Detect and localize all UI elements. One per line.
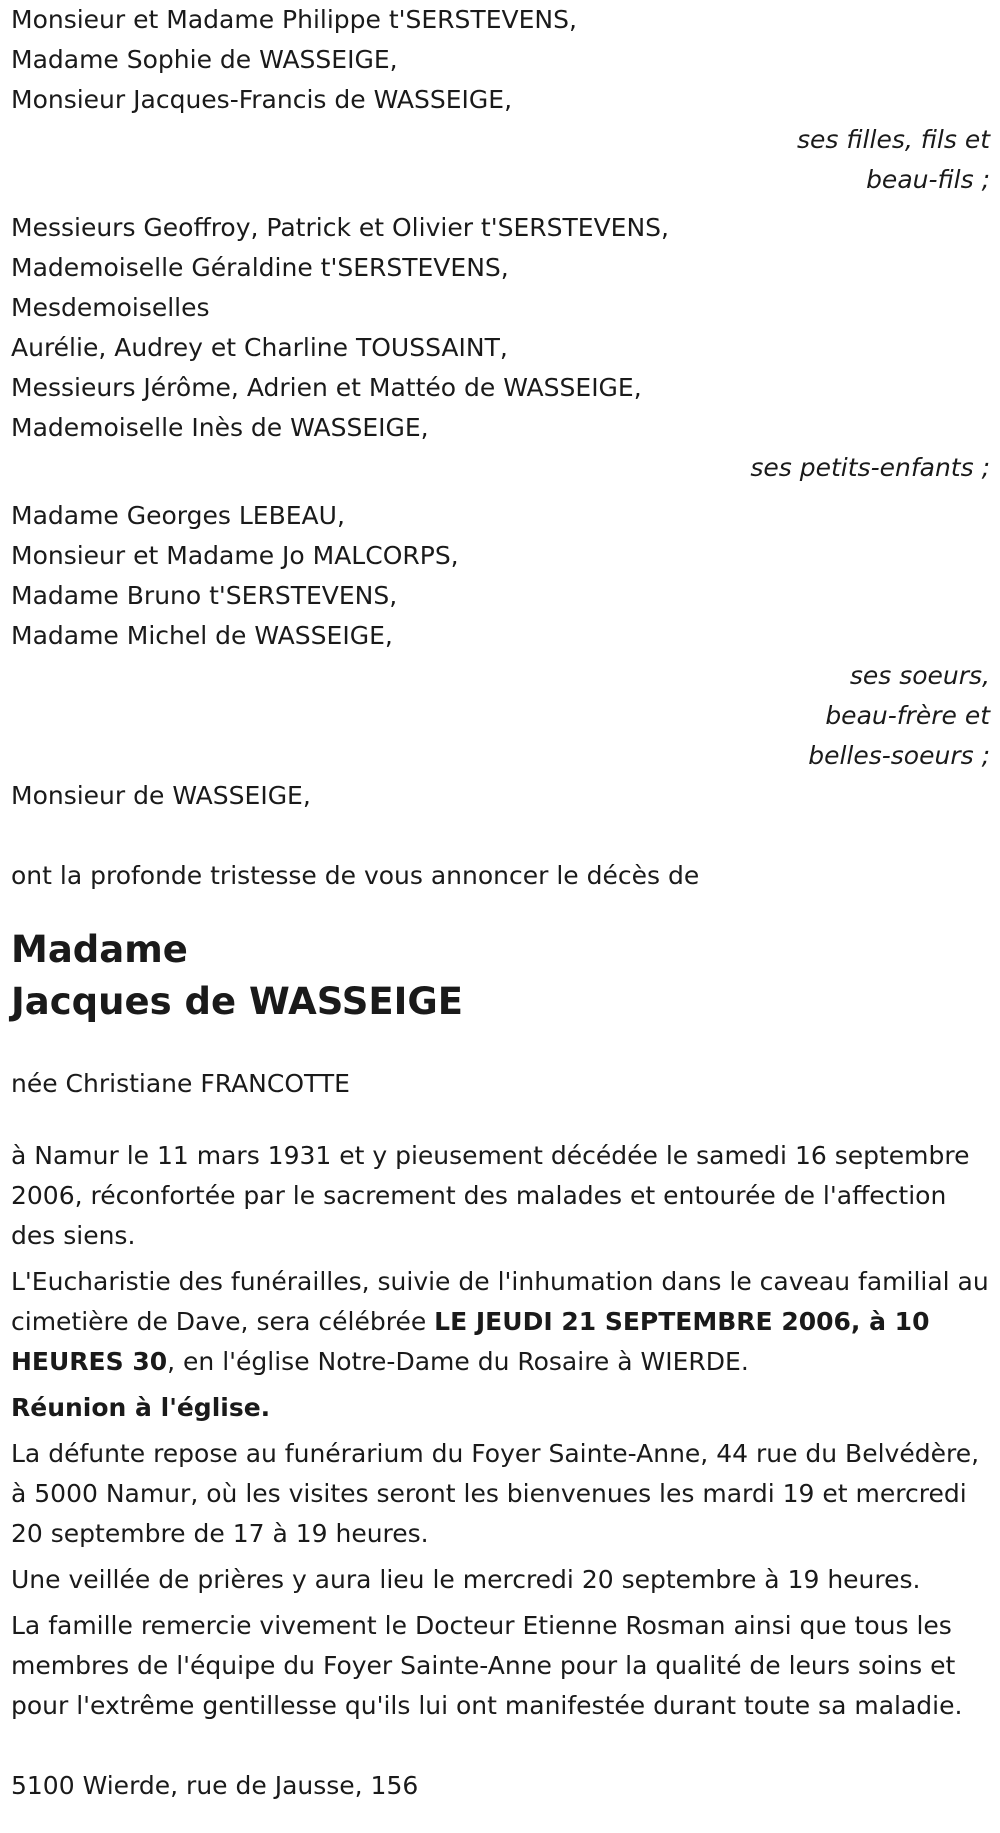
funeral-date: LE JEUDI 21 SEPTEMBRE 2006, à 10 HEURES 30 xyxy=(11,1307,930,1376)
family-line: Messieurs Jérôme, Adrien et Mattéo de WASSEIGE, xyxy=(11,373,642,402)
funeral-text: L'Eucharistie des funérailles, suivie de l'inhumation dans le caveau familial au cimetière de Dave, sera célébrée xyxy=(11,1267,989,1336)
funeral-location: , en l'église Notre-Dame du Rosaire à WIERDE. xyxy=(167,1347,749,1376)
relation-label: beau-frère et xyxy=(825,701,990,730)
relation-label: ses petits-enfants ; xyxy=(750,453,990,482)
deceased-title: Madame xyxy=(11,928,188,971)
deceased-fullname: Jacques de WASSEIGE xyxy=(11,980,464,1023)
grandchildren-block xyxy=(11,208,990,488)
family-line: Madame Sophie de WASSEIGE, xyxy=(11,45,398,74)
family-line: Monsieur Jacques-Francis de WASSEIGE, xyxy=(11,85,513,114)
announcement: ont la profonde tristesse de vous annoncer le décès de xyxy=(11,861,700,890)
children-block xyxy=(11,0,990,200)
thanks-paragraph: La famille remercie vivement le Docteur Etienne Rosman ainsi que tous les membres de l'équipe du Foyer Sainte-Anne pour la qualité de leurs soins et pour l'extrême gentillesse qu'ils lui ont manifestée durant toute sa maladie. xyxy=(11,1611,963,1720)
relation-label: belles-soeurs ; xyxy=(808,741,990,770)
husband-line: Monsieur de WASSEIGE, xyxy=(11,781,311,810)
born-name: née Christiane FRANCOTTE xyxy=(11,1069,350,1098)
family-line: Monsieur et Madame Philippe t'SERSTEVENS, xyxy=(11,5,577,34)
funeral-paragraph xyxy=(11,1262,990,1382)
family-line: Madame Georges LEBEAU, xyxy=(11,501,345,530)
birth-death-paragraph: à Namur le 11 mars 1931 et y pieusement décédée le samedi 16 septembre 2006, réconfortée par le sacrement des malades et entourée de l'affection des siens. xyxy=(11,1141,970,1250)
family-line: Aurélie, Audrey et Charline TOUSSAINT, xyxy=(11,333,508,362)
family-line: Mesdemoiselles xyxy=(11,293,210,322)
siblings-block xyxy=(11,496,990,776)
family-line: Mademoiselle Inès de WASSEIGE, xyxy=(11,413,429,442)
family-line: Mademoiselle Géraldine t'SERSTEVENS, xyxy=(11,253,509,282)
address: 5100 Wierde, rue de Jausse, 156 xyxy=(11,1771,419,1800)
deceased-name xyxy=(11,924,990,1028)
visits-paragraph: La défunte repose au funérarium du Foyer Sainte-Anne, 44 rue du Belvédère, à 5000 Namur, où les visites seront les bienvenues les mardi 19 et mercredi 20 septembre de 17 à 19 heures. xyxy=(11,1439,980,1548)
relation-label: ses filles, fils et xyxy=(797,125,990,154)
reunion-note: Réunion à l'église. xyxy=(11,1393,271,1422)
vigil-paragraph: Une veillée de prières y aura lieu le mercredi 20 septembre à 19 heures. xyxy=(11,1565,921,1594)
family-line: Madame Bruno t'SERSTEVENS, xyxy=(11,581,398,610)
family-line: Monsieur et Madame Jo MALCORPS, xyxy=(11,541,459,570)
family-line: Madame Michel de WASSEIGE, xyxy=(11,621,393,650)
relation-label: beau-fils ; xyxy=(866,165,990,194)
family-line: Messieurs Geoffroy, Patrick et Olivier t'SERSTEVENS, xyxy=(11,213,669,242)
relation-label: ses soeurs, xyxy=(849,661,990,690)
